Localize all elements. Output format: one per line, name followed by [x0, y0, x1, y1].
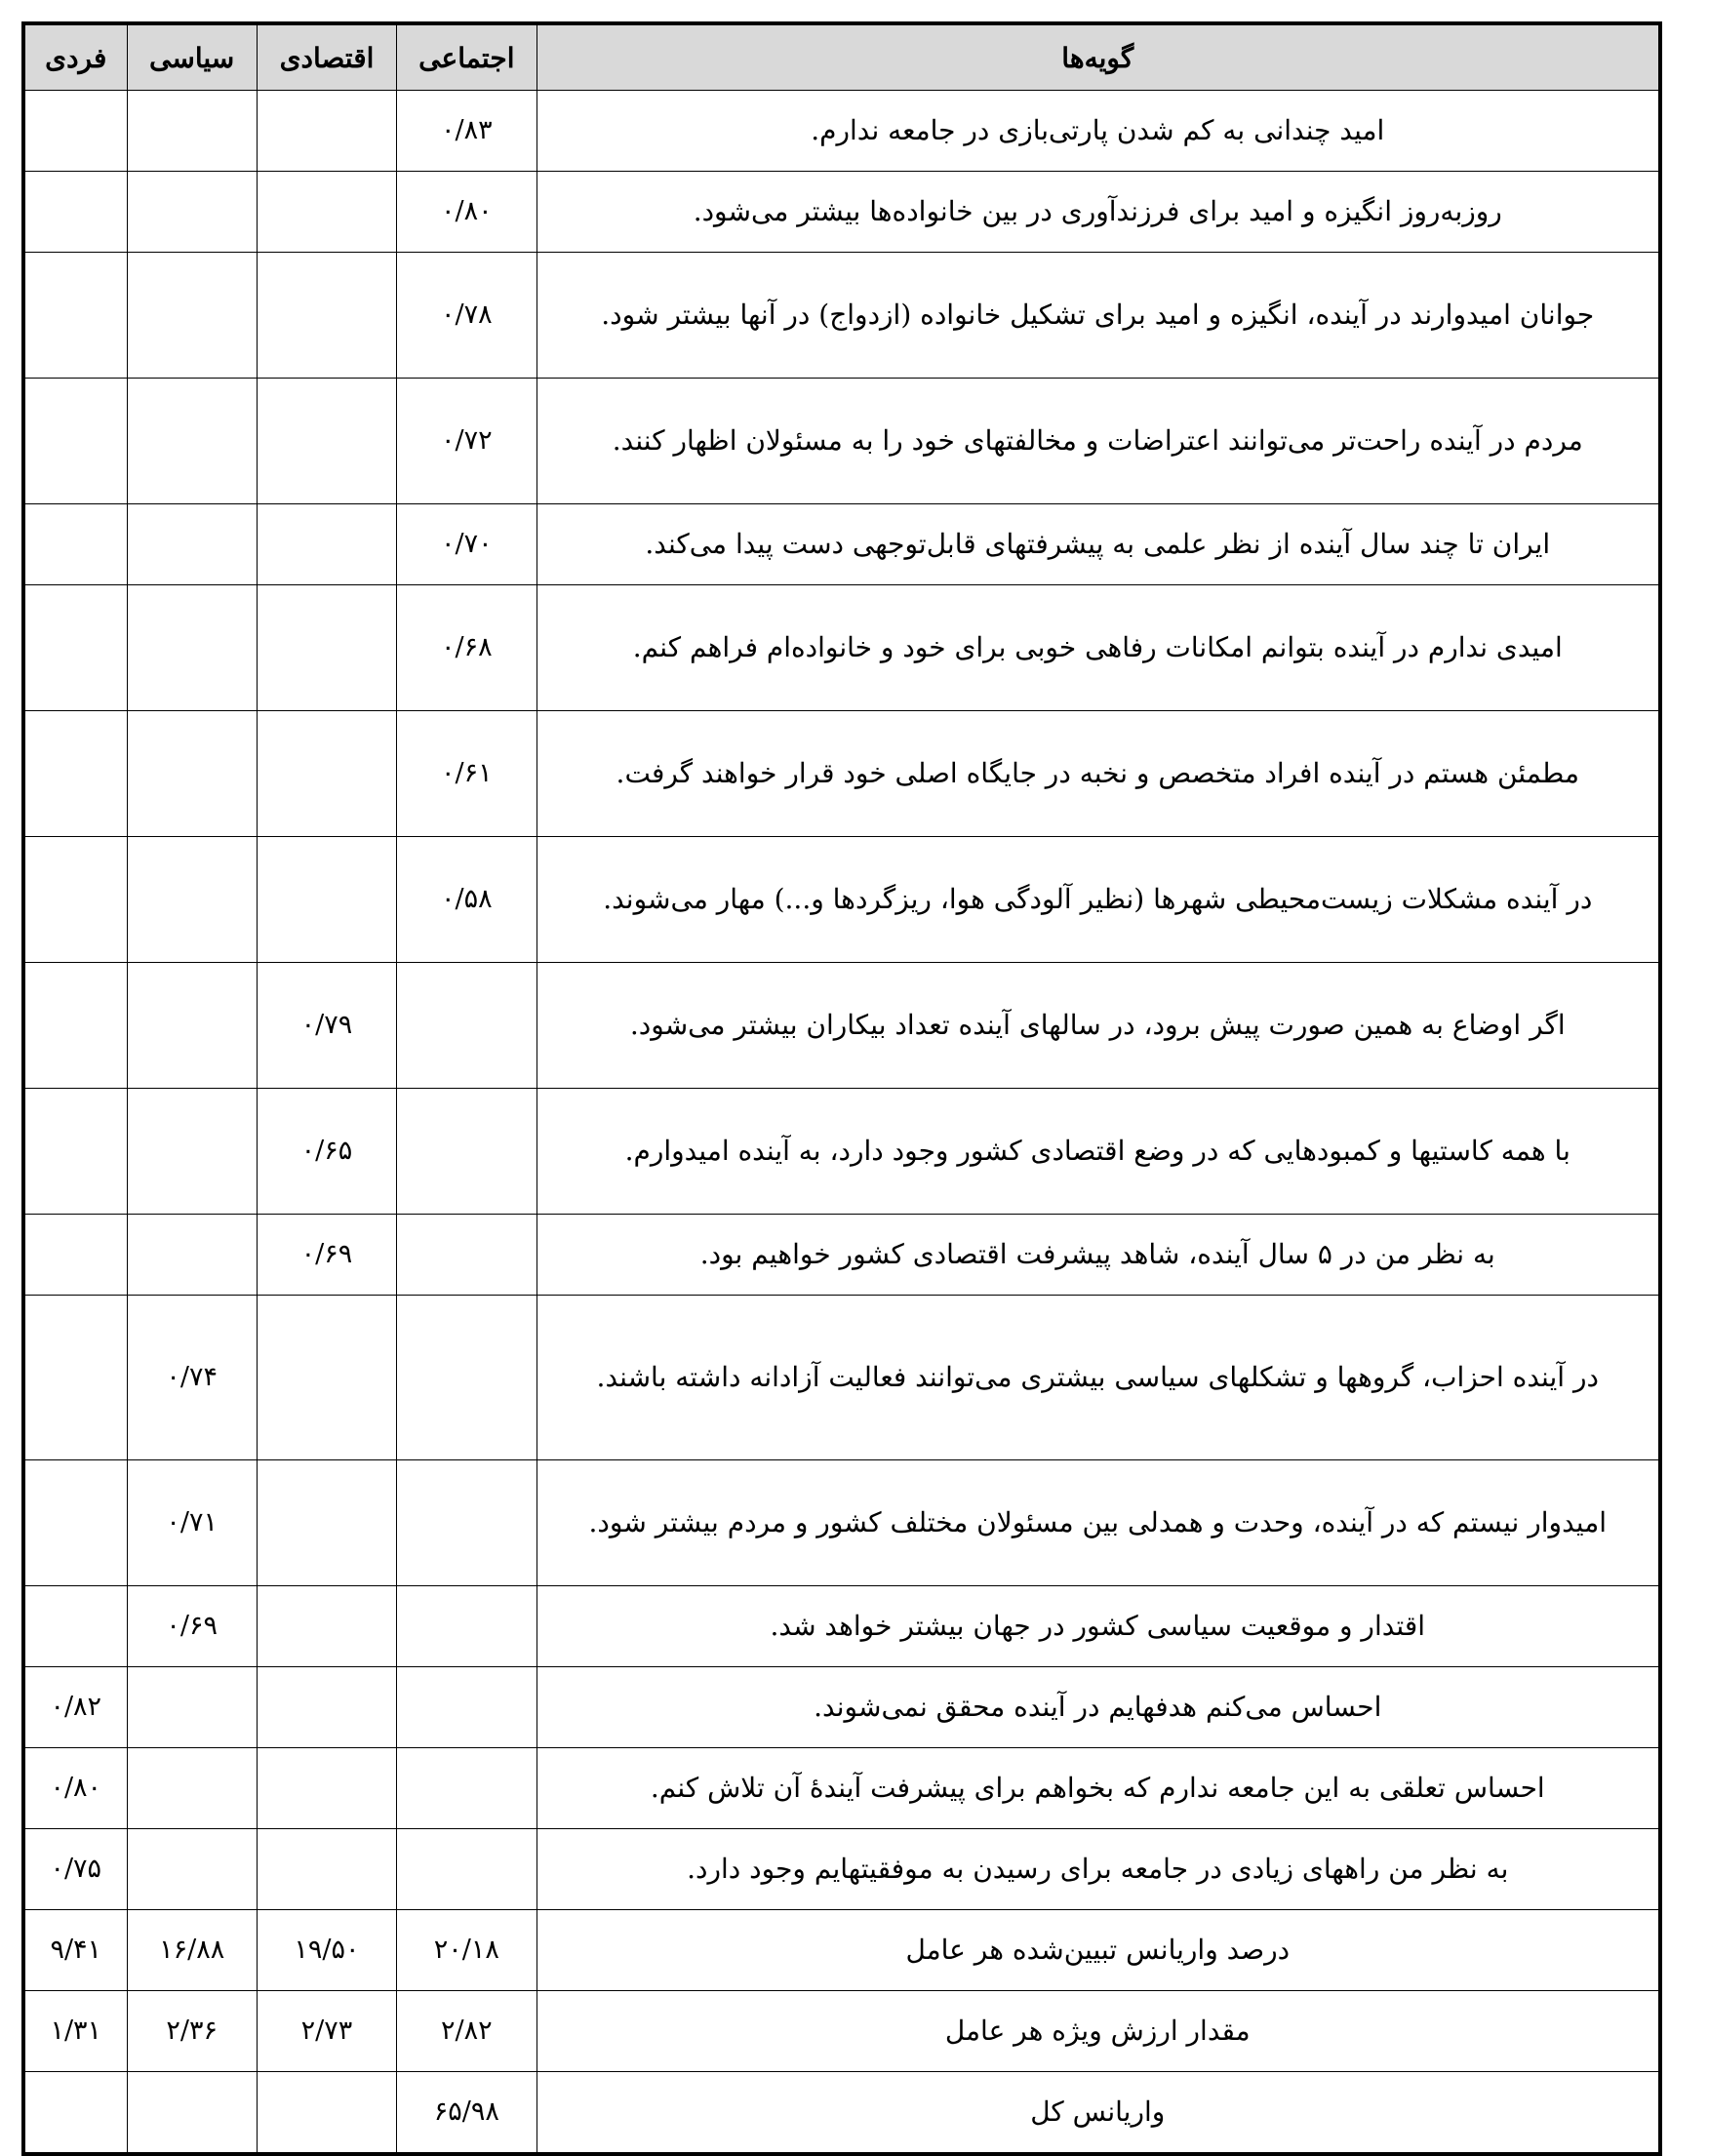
header-social: اجتماعی [397, 23, 537, 91]
economic-value-cell: ۲/۷۳ [257, 1991, 396, 2072]
individual-value-cell [23, 963, 127, 1089]
individual-value-cell [23, 1586, 127, 1667]
economic-value-cell [257, 1296, 396, 1460]
political-value-cell: ۰/۷۴ [127, 1296, 257, 1460]
political-value-cell [127, 91, 257, 172]
table-row [23, 1089, 1660, 1215]
economic-value-cell [257, 2072, 396, 2155]
header-individual: فردی [23, 23, 127, 91]
table-row [23, 253, 1660, 379]
individual-value-cell [23, 1215, 127, 1296]
political-value-cell [127, 837, 257, 963]
item-text-cell: در آینده مشکلات زیست‌محیطی شهرها (نظیر آلودگی هوا، ریزگردها و...) مهار می‌شوند. [537, 837, 1660, 963]
social-value-cell: ۰/۵۸ [397, 837, 537, 963]
individual-value-cell [23, 1460, 127, 1586]
individual-value-cell: ۰/۸۲ [23, 1667, 127, 1748]
individual-value-cell [23, 837, 127, 963]
item-text-cell: مردم در آینده راحت‌تر می‌توانند اعتراضات و مخالفتهای خود را به مسئولان اظهار کنند. [537, 379, 1660, 504]
item-text-cell: امید چندانی به کم شدن پارتی‌بازی در جامعه ندارم. [537, 91, 1660, 172]
header-economic: اقتصادی [257, 23, 396, 91]
social-value-cell: ۲/۸۲ [397, 1991, 537, 2072]
item-text-cell: در آینده احزاب، گروهها و تشکلهای سیاسی بیشتری می‌توانند فعالیت آزادانه داشته باشند. [537, 1296, 1660, 1460]
item-text-cell: جوانان امیدوارند در آینده، انگیزه و امید برای تشکیل خانواده (ازدواج) در آنها بیشتر شود. [537, 253, 1660, 379]
economic-value-cell [257, 91, 396, 172]
individual-value-cell [23, 504, 127, 585]
social-value-cell [397, 1829, 537, 1910]
table-row [23, 1215, 1660, 1296]
social-value-cell [397, 1586, 537, 1667]
political-value-cell [127, 1748, 257, 1829]
economic-value-cell: ۰/۶۹ [257, 1215, 396, 1296]
political-value-cell [127, 379, 257, 504]
political-value-cell: ۰/۶۹ [127, 1586, 257, 1667]
individual-value-cell [23, 711, 127, 837]
individual-value-cell: ۰/۸۰ [23, 1748, 127, 1829]
political-value-cell [127, 963, 257, 1089]
political-value-cell [127, 1829, 257, 1910]
table-header-row [23, 23, 1660, 91]
table-row [23, 1667, 1660, 1748]
social-value-cell [397, 1215, 537, 1296]
social-value-cell: ۰/۸۳ [397, 91, 537, 172]
economic-value-cell [257, 172, 396, 253]
item-text-cell: مقدار ارزش ویژه هر عامل [537, 1991, 1660, 2072]
item-text-cell: به نظر من در ۵ سال آینده، شاهد پیشرفت اقتصادی کشور خواهیم بود. [537, 1215, 1660, 1296]
economic-value-cell: ۰/۷۹ [257, 963, 396, 1089]
factor-loadings-table [21, 21, 1662, 2156]
individual-value-cell [23, 379, 127, 504]
individual-value-cell [23, 585, 127, 711]
item-text-cell: به نظر من راههای زیادی در جامعه برای رسیدن به موفقیتهایم وجود دارد. [537, 1829, 1660, 1910]
economic-value-cell [257, 1829, 396, 1910]
item-text-cell: واریانس کل [537, 2072, 1660, 2155]
table-row [23, 379, 1660, 504]
factor-table-frame [21, 21, 1662, 2156]
social-value-cell [397, 963, 537, 1089]
item-text-cell: با همه کاستیها و کمبودهایی که در وضع اقتصادی کشور وجود دارد، به آینده امیدوارم. [537, 1089, 1660, 1215]
political-value-cell [127, 1089, 257, 1215]
social-value-cell [397, 1667, 537, 1748]
item-text-cell: روزبه‌روز انگیزه و امید برای فرزندآوری در بین خانواده‌ها بیشتر می‌شود. [537, 172, 1660, 253]
political-value-cell [127, 1215, 257, 1296]
social-value-cell [397, 1460, 537, 1586]
political-value-cell [127, 585, 257, 711]
political-value-cell [127, 172, 257, 253]
social-value-cell: ۰/۶۸ [397, 585, 537, 711]
item-text-cell: احساس می‌کنم هدفهایم در آینده محقق نمی‌شوند. [537, 1667, 1660, 1748]
political-value-cell [127, 2072, 257, 2155]
item-text-cell: امیدوار نیستم که در آینده، وحدت و همدلی بین مسئولان مختلف کشور و مردم بیشتر شود. [537, 1460, 1660, 1586]
table-row [23, 1910, 1660, 1991]
individual-value-cell [23, 1089, 127, 1215]
political-value-cell [127, 1667, 257, 1748]
table-row [23, 1586, 1660, 1667]
political-value-cell: ۲/۳۶ [127, 1991, 257, 2072]
table-row [23, 1460, 1660, 1586]
table-row [23, 585, 1660, 711]
table-row [23, 711, 1660, 837]
political-value-cell [127, 711, 257, 837]
table-row [23, 1829, 1660, 1910]
economic-value-cell [257, 1586, 396, 1667]
item-text-cell: امیدی ندارم در آینده بتوانم امکانات رفاهی خوبی برای خود و خانواده‌ام فراهم کنم. [537, 585, 1660, 711]
individual-value-cell: ۹/۴۱ [23, 1910, 127, 1991]
economic-value-cell [257, 253, 396, 379]
individual-value-cell [23, 1296, 127, 1460]
economic-value-cell: ۰/۶۵ [257, 1089, 396, 1215]
economic-value-cell [257, 711, 396, 837]
table-row [23, 91, 1660, 172]
individual-value-cell: ۱/۳۱ [23, 1991, 127, 2072]
individual-value-cell [23, 172, 127, 253]
political-value-cell: ۰/۷۱ [127, 1460, 257, 1586]
item-text-cell: اقتدار و موقعیت سیاسی کشور در جهان بیشتر خواهد شد. [537, 1586, 1660, 1667]
economic-value-cell [257, 1748, 396, 1829]
social-value-cell [397, 1296, 537, 1460]
individual-value-cell [23, 2072, 127, 2155]
economic-value-cell [257, 585, 396, 711]
table-row [23, 1748, 1660, 1829]
item-text-cell: ایران تا چند سال آینده از نظر علمی به پیشرفتهای قابل‌توجهی دست پیدا می‌کند. [537, 504, 1660, 585]
economic-value-cell [257, 1460, 396, 1586]
table-row [23, 963, 1660, 1089]
table-row [23, 1991, 1660, 2072]
social-value-cell: ۶۵/۹۸ [397, 2072, 537, 2155]
item-text-cell: درصد واریانس تبیین‌شده هر عامل [537, 1910, 1660, 1991]
economic-value-cell [257, 504, 396, 585]
social-value-cell: ۲۰/۱۸ [397, 1910, 537, 1991]
economic-value-cell [257, 379, 396, 504]
social-value-cell: ۰/۶۱ [397, 711, 537, 837]
table-row [23, 2072, 1660, 2155]
table-row [23, 504, 1660, 585]
individual-value-cell [23, 91, 127, 172]
social-value-cell: ۰/۷۲ [397, 379, 537, 504]
header-items: گویه‌ها [537, 23, 1660, 91]
economic-value-cell [257, 837, 396, 963]
social-value-cell [397, 1089, 537, 1215]
item-text-cell: مطمئن هستم در آینده افراد متخصص و نخبه در جایگاه اصلی خود قرار خواهند گرفت. [537, 711, 1660, 837]
individual-value-cell [23, 253, 127, 379]
social-value-cell: ۰/۸۰ [397, 172, 537, 253]
social-value-cell: ۰/۷۸ [397, 253, 537, 379]
header-political: سیاسی [127, 23, 257, 91]
political-value-cell [127, 504, 257, 585]
item-text-cell: احساس تعلقی به این جامعه ندارم که بخواهم برای پیشرفت آیندهٔ آن تلاش کنم. [537, 1748, 1660, 1829]
table-row [23, 837, 1660, 963]
item-text-cell: اگر اوضاع به همین صورت پیش برود، در سالهای آینده تعداد بیکاران بیشتر می‌شود. [537, 963, 1660, 1089]
political-value-cell: ۱۶/۸۸ [127, 1910, 257, 1991]
economic-value-cell: ۱۹/۵۰ [257, 1910, 396, 1991]
political-value-cell [127, 253, 257, 379]
table-row [23, 1296, 1660, 1460]
social-value-cell: ۰/۷۰ [397, 504, 537, 585]
table-row [23, 172, 1660, 253]
social-value-cell [397, 1748, 537, 1829]
individual-value-cell: ۰/۷۵ [23, 1829, 127, 1910]
economic-value-cell [257, 1667, 396, 1748]
